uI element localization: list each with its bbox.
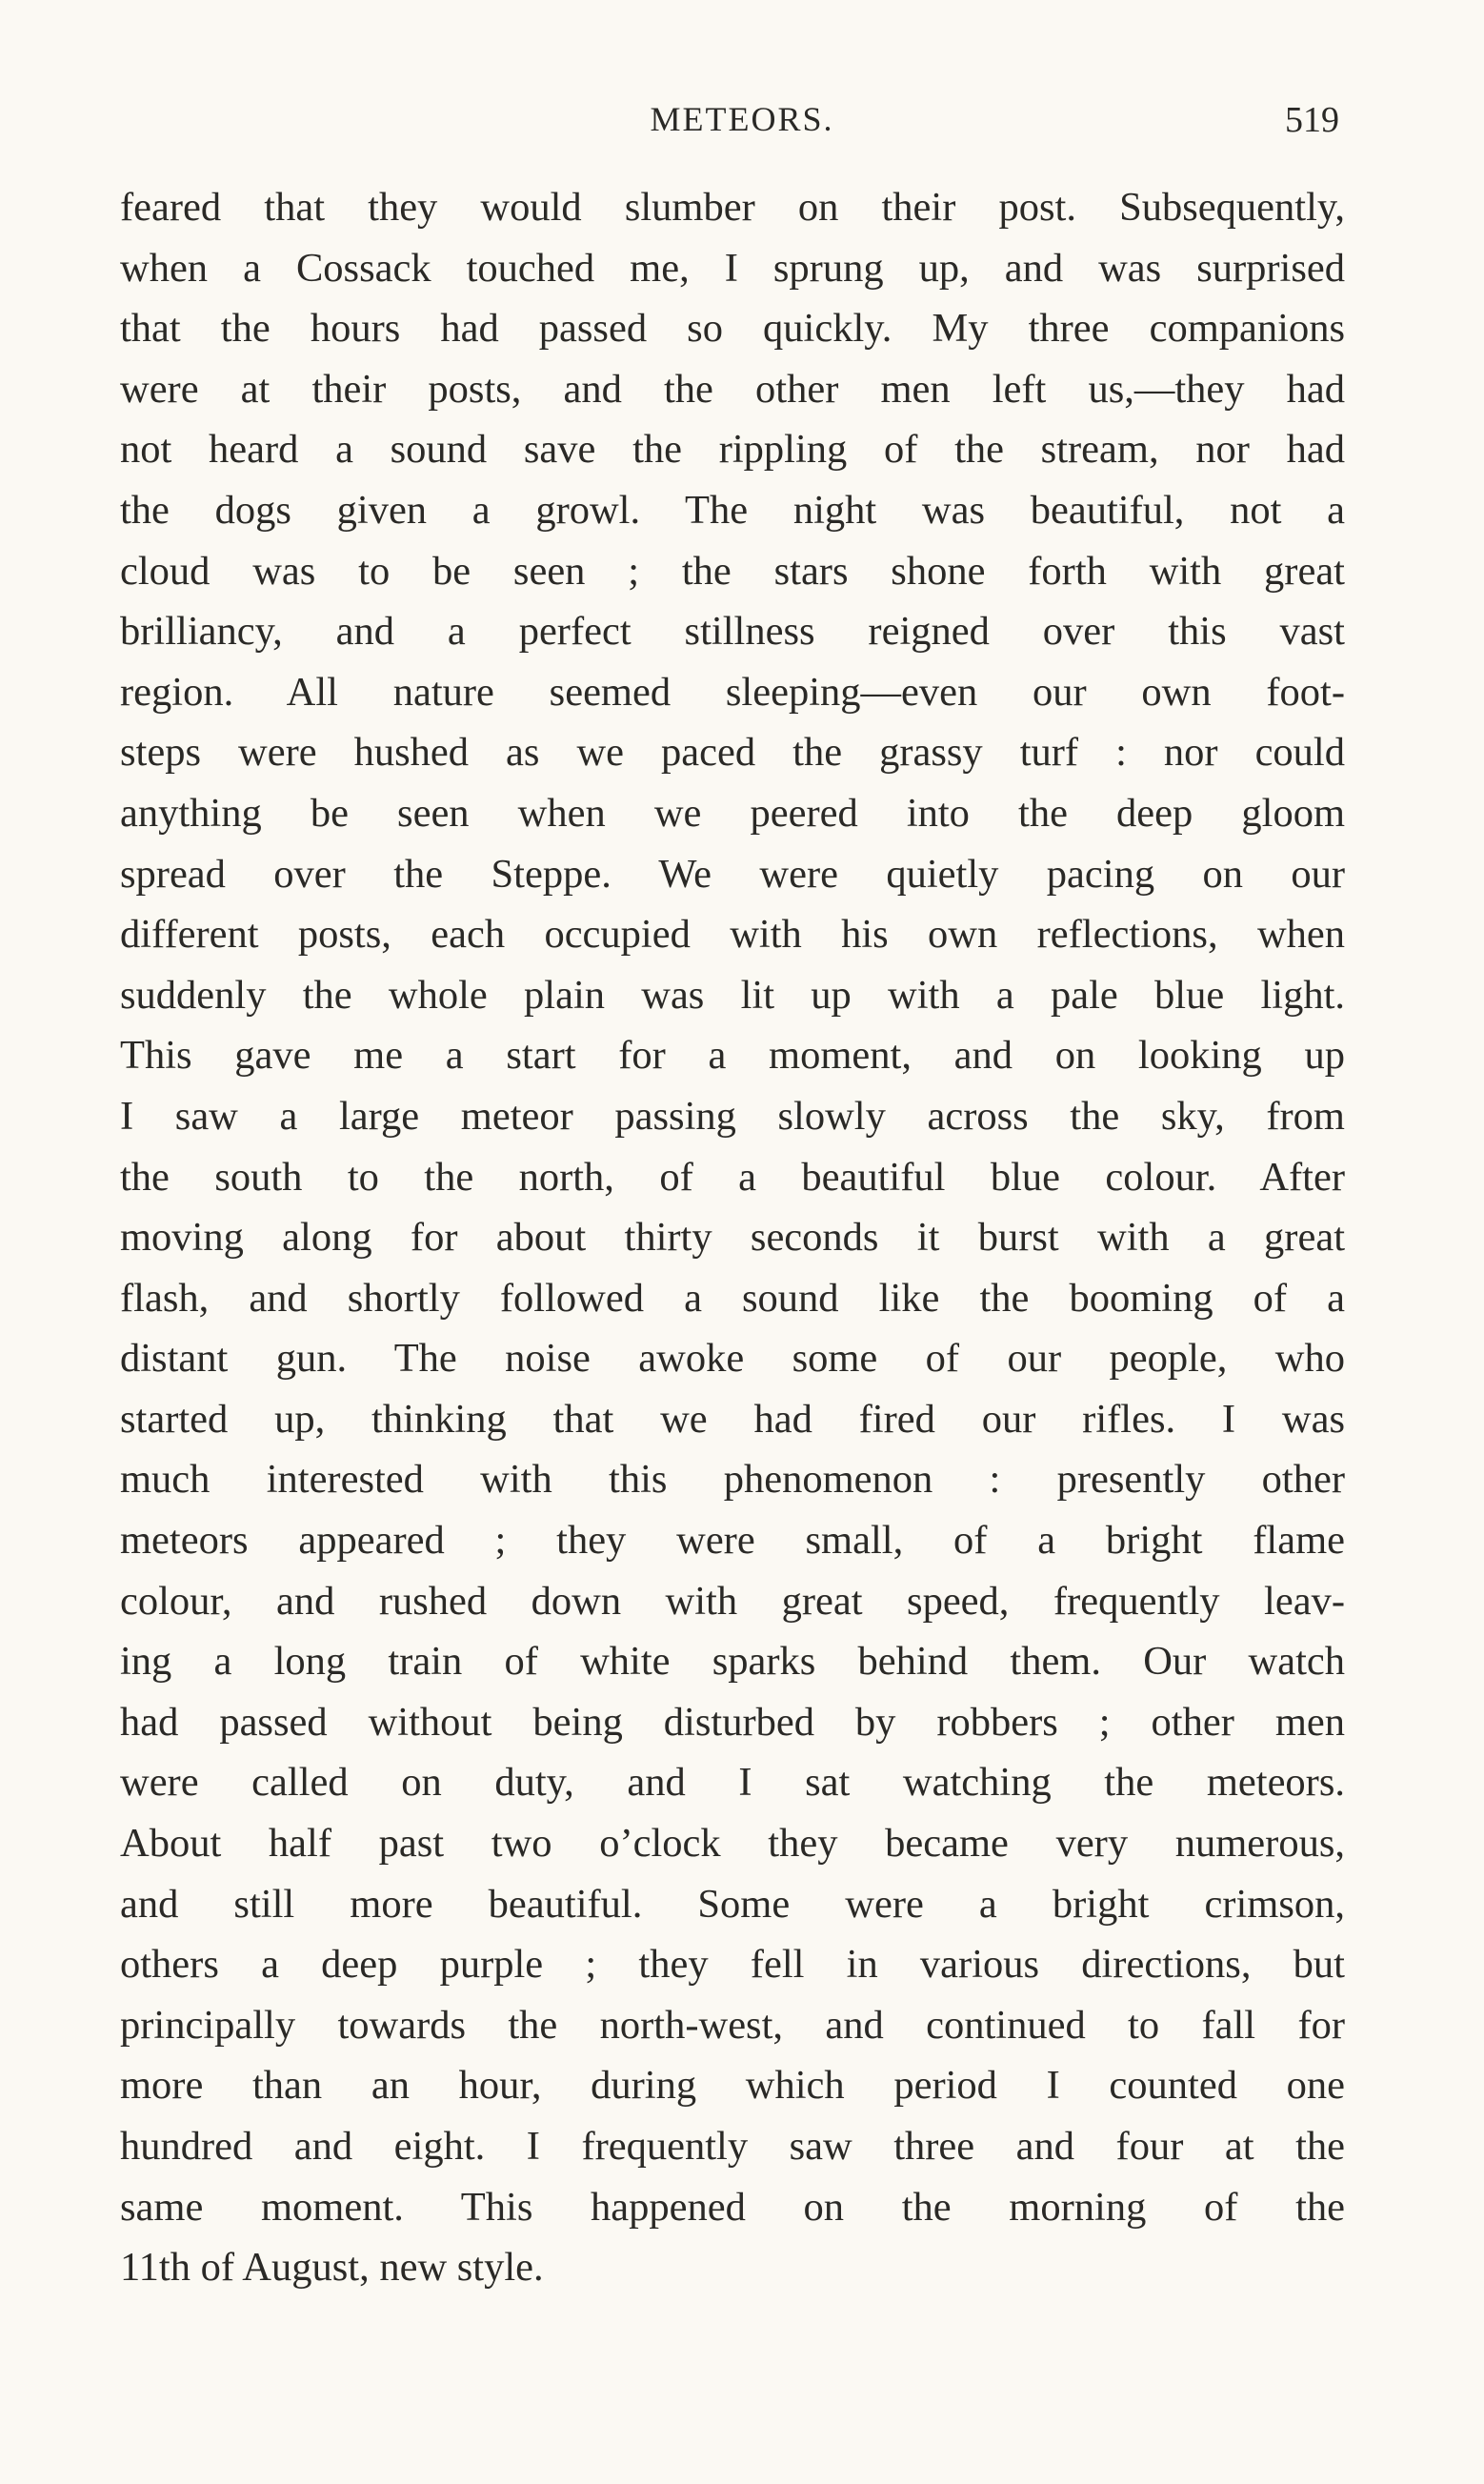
text-line: had passed without being disturbed by robbers ; other men: [120, 1699, 1345, 1745]
text-line: ing a long train of white sparks behind them. Our watch: [120, 1639, 1345, 1685]
text-line: started up, thinking that we had fired our rifles. I was: [120, 1396, 1345, 1442]
page-number: 519: [1285, 100, 1339, 140]
body-paragraph: [120, 177, 1345, 2298]
text-line: feared that they would slumber on their post. Subsequently,: [120, 185, 1345, 230]
text-line: flash, and shortly followed a sound like the booming of a: [120, 1275, 1345, 1321]
text-line: different posts, each occupied with his own reflections, when: [120, 912, 1345, 958]
text-line: I saw a large meteor passing slowly across the sky, from: [120, 1093, 1345, 1139]
text-line: distant gun. The noise awoke some of our people, who: [120, 1336, 1345, 1382]
text-line: region. All nature seemed sleeping—even our own foot-: [120, 669, 1345, 715]
text-line: same moment. This happened on the morning of the: [120, 2184, 1345, 2230]
text-line: when a Cossack touched me, I sprung up, and was surprised: [120, 245, 1345, 291]
text-line: others a deep purple ; they fell in various directions, but: [120, 1942, 1345, 1988]
text-line: cloud was to be seen ; the stars shone forth with great: [120, 548, 1345, 594]
text-line: the south to the north, of a beautiful blue colour. After: [120, 1154, 1345, 1200]
text-line: moving along for about thirty seconds it burst with a great: [120, 1215, 1345, 1261]
text-line: the dogs given a growl. The night was beautiful, not a: [120, 487, 1345, 533]
text-line: colour, and rushed down with great speed, frequently leav-: [120, 1578, 1345, 1624]
text-line-last: 11th of August, new style.: [120, 2245, 544, 2291]
running-head: [0, 99, 1484, 156]
text-line: principally towards the north-west, and continued to fall for: [120, 2002, 1345, 2048]
text-line: anything be seen when we peered into the deep gloom: [120, 790, 1345, 836]
text-line: much interested with this phenomenon : presently other: [120, 1457, 1345, 1503]
text-line: were at their posts, and the other men left us,—they had: [120, 366, 1345, 412]
text-line: more than an hour, during which period I counted one: [120, 2063, 1345, 2109]
text-line: were called on duty, and I sat watching the meteors.: [120, 1760, 1345, 1806]
text-line: About half past two o’clock they became very numerous,: [120, 1821, 1345, 1867]
text-line: This gave me a start for a moment, and on looking up: [120, 1033, 1345, 1079]
text-line: spread over the Steppe. We were quietly pacing on our: [120, 851, 1345, 897]
text-line: steps were hushed as we paced the grassy turf : nor could: [120, 730, 1345, 776]
text-line: that the hours had passed so quickly. My three companions: [120, 306, 1345, 352]
text-line: not heard a sound save the rippling of the stream, nor had: [120, 427, 1345, 473]
running-head-title: METEORS.: [650, 100, 834, 138]
text-line: meteors appeared ; they were small, of a bright flame: [120, 1518, 1345, 1564]
text-line: hundred and eight. I frequently saw three and four at the: [120, 2124, 1345, 2169]
text-line: and still more beautiful. Some were a bright crimson,: [120, 1881, 1345, 1927]
text-line: brilliancy, and a perfect stillness reigned over this vast: [120, 609, 1345, 655]
text-line: suddenly the whole plain was lit up with a pale blue light.: [120, 972, 1345, 1018]
